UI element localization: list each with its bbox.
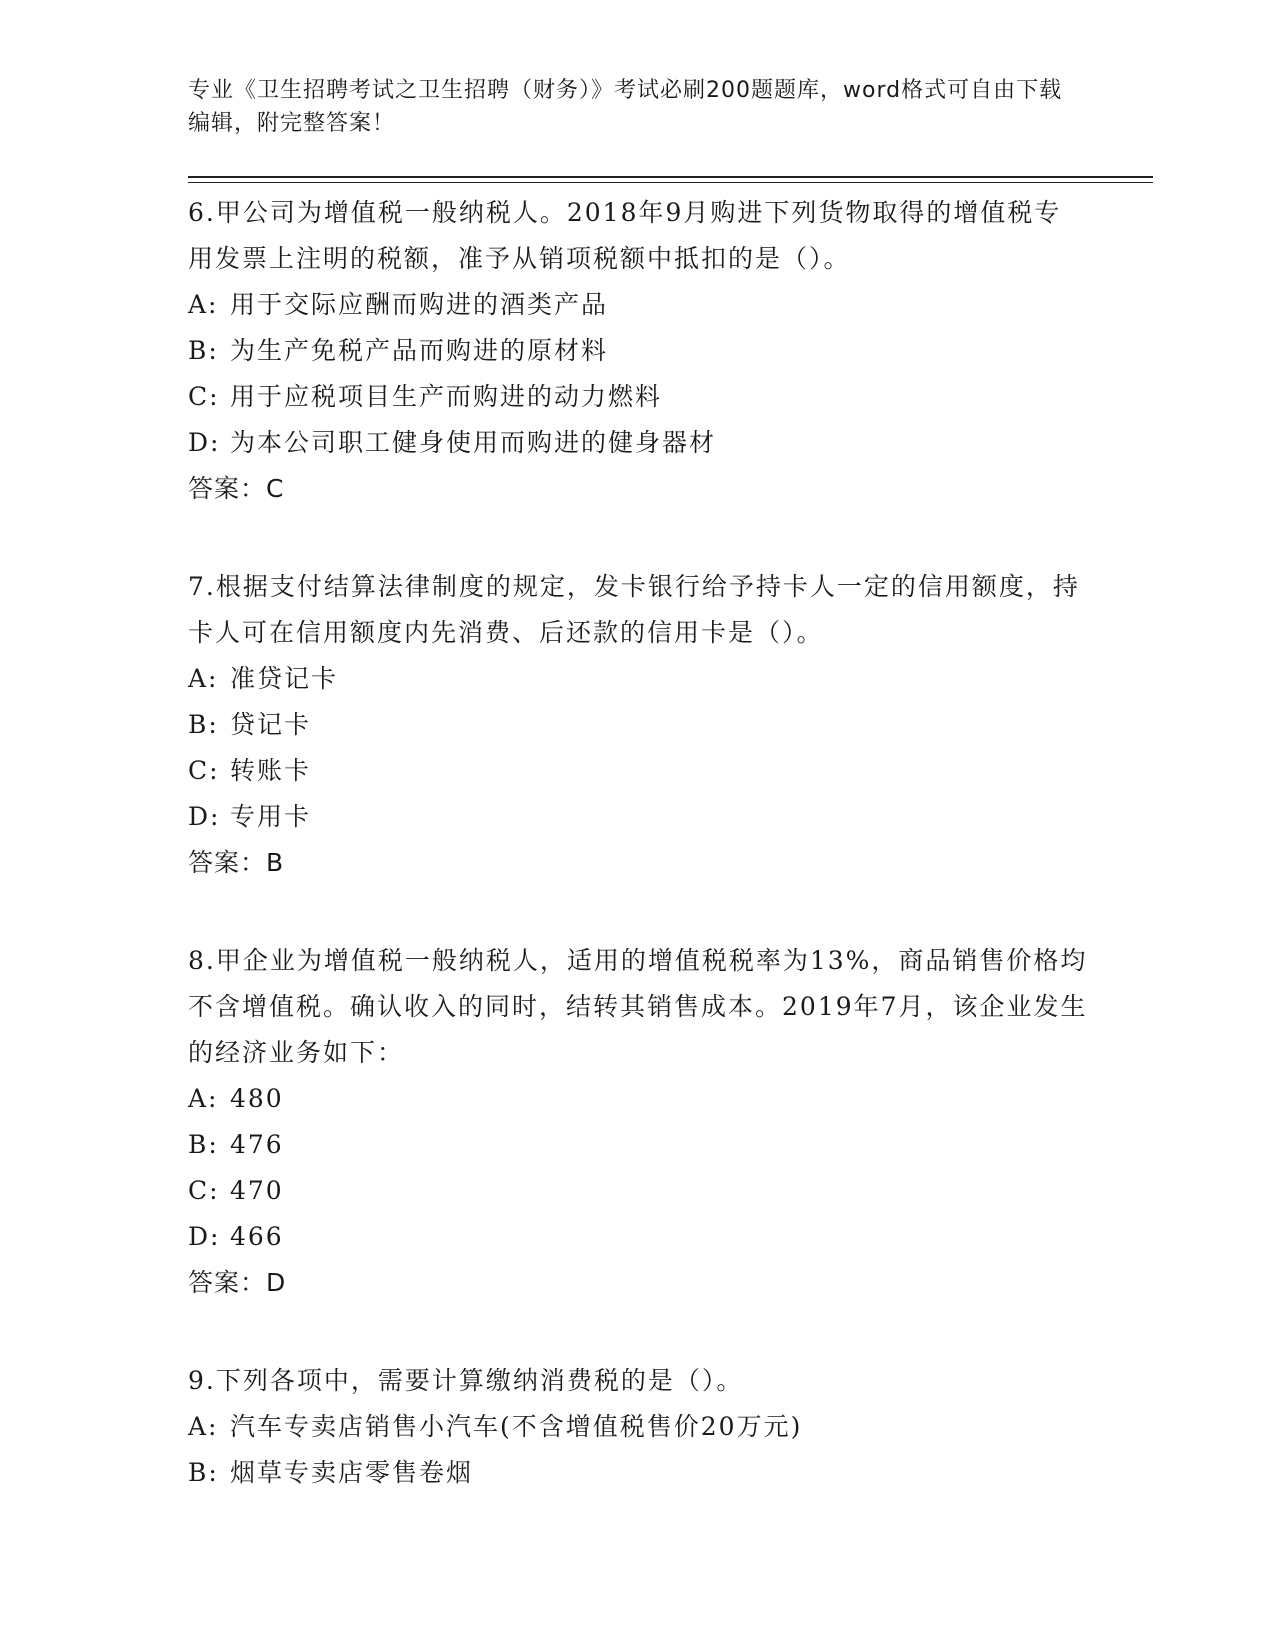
option-a bbox=[188, 656, 1088, 702]
option-letter: A: bbox=[188, 1084, 219, 1113]
option-a bbox=[188, 1404, 1088, 1450]
option-letter: B: bbox=[188, 710, 219, 739]
option-text: 476 bbox=[230, 1130, 284, 1159]
option-text: 贷记卡 bbox=[230, 710, 312, 739]
answer-line: 答案：B bbox=[188, 848, 285, 877]
answer-line: 答案：D bbox=[188, 1268, 287, 1297]
option-b bbox=[188, 1122, 1088, 1168]
option-c bbox=[188, 748, 1088, 794]
question-stem: 6.甲公司为增值税一般纳税人。2018年9月购进下列货物取得的增值税专用发票上注明的税额，准予从销项税额中抵扣的是（）。 bbox=[188, 198, 1062, 273]
option-letter: A: bbox=[188, 1412, 219, 1441]
option-letter: A: bbox=[188, 664, 219, 693]
option-d bbox=[188, 1214, 1088, 1260]
answer-line: 答案：C bbox=[188, 474, 285, 503]
option-a bbox=[188, 1076, 1088, 1122]
option-text: 转账卡 bbox=[230, 756, 312, 785]
option-text: 470 bbox=[230, 1176, 284, 1205]
option-b bbox=[188, 1450, 1088, 1496]
option-c bbox=[188, 1168, 1088, 1214]
option-letter: D: bbox=[188, 802, 221, 831]
option-text: 用于应税项目生产而购进的动力燃料 bbox=[230, 382, 663, 411]
option-text: 用于交际应酬而购进的酒类产品 bbox=[230, 290, 609, 319]
option-text: 专用卡 bbox=[230, 802, 312, 831]
question-stem: 7.根据支付结算法律制度的规定，发卡银行给予持卡人一定的信用额度，持卡人可在信用额度内先消费、后还款的信用卡是（）。 bbox=[188, 572, 1080, 647]
option-d bbox=[188, 794, 1088, 840]
option-text: 烟草专卖店零售卷烟 bbox=[230, 1458, 474, 1487]
question-9 bbox=[188, 1358, 1088, 1496]
header-divider-thick bbox=[188, 176, 1153, 178]
header-divider-thin bbox=[188, 182, 1153, 183]
option-b bbox=[188, 702, 1088, 748]
option-text: 准贷记卡 bbox=[230, 664, 339, 693]
option-letter: C: bbox=[188, 382, 220, 411]
option-a bbox=[188, 282, 1088, 328]
option-letter: A: bbox=[188, 290, 219, 319]
option-letter: B: bbox=[188, 336, 219, 365]
option-text: 汽车专卖店销售小汽车(不含增值税售价20万元) bbox=[230, 1412, 803, 1441]
question-stem: 9.下列各项中，需要计算缴纳消费税的是（）。 bbox=[188, 1366, 744, 1395]
question-list bbox=[188, 190, 1088, 1548]
option-letter: C: bbox=[188, 756, 220, 785]
option-b bbox=[188, 328, 1088, 374]
question-6 bbox=[188, 190, 1088, 512]
option-letter: B: bbox=[188, 1458, 219, 1487]
option-letter: B: bbox=[188, 1130, 219, 1159]
question-7 bbox=[188, 564, 1088, 886]
option-text: 466 bbox=[230, 1222, 284, 1251]
question-8 bbox=[188, 938, 1088, 1306]
option-letter: C: bbox=[188, 1176, 220, 1205]
option-text: 为本公司职工健身使用而购进的健身器材 bbox=[230, 428, 717, 457]
option-d bbox=[188, 420, 1088, 466]
option-letter: D: bbox=[188, 1222, 221, 1251]
option-letter: D: bbox=[188, 428, 221, 457]
option-text: 为生产免税产品而购进的原材料 bbox=[230, 336, 609, 365]
option-c bbox=[188, 374, 1088, 420]
document-header: 专业《卫生招聘考试之卫生招聘（财务）》考试必刷200题题库，word格式可自由下载编辑，附完整答案！ bbox=[188, 78, 1063, 136]
option-text: 480 bbox=[230, 1084, 284, 1113]
question-stem: 8.甲企业为增值税一般纳税人，适用的增值税税率为13%，商品销售价格均不含增值税。确认收入的同时，结转其销售成本。2019年7月，该企业发生的经济业务如下： bbox=[188, 946, 1088, 1067]
